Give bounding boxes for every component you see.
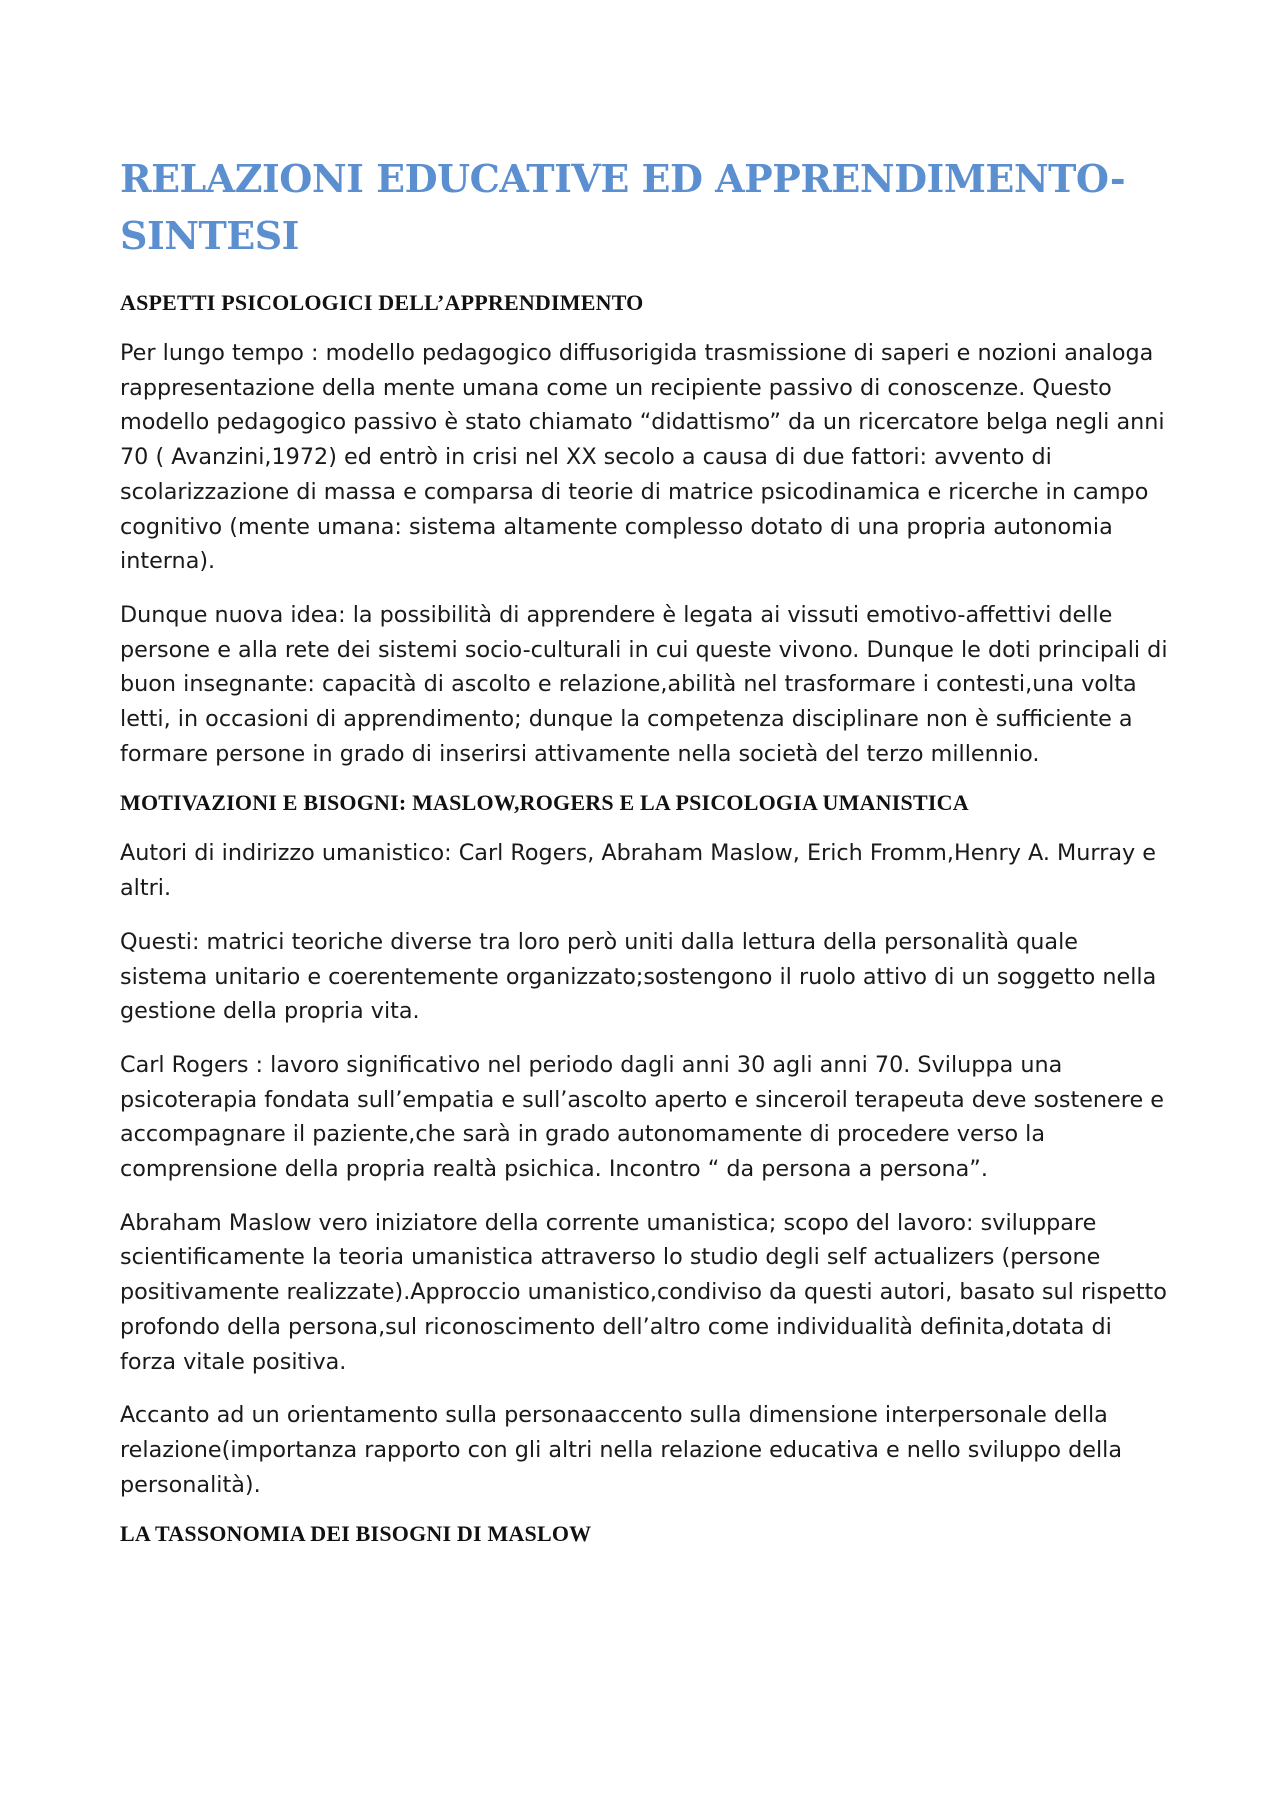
section-heading-aspetti: ASPETTI PSICOLOGICI DELL’APPRENDIMENTO [120, 290, 644, 315]
section-heading-tassonomia: LA TASSONOMIA DEI BISOGNI DI MASLOW [120, 1521, 592, 1547]
paragraph: Autori di indirizzo umanistico: Carl Rogers, Abraham Maslow, Erich Fromm,Henry A. Murray e altri. [120, 840, 1157, 902]
paragraph: Accanto ad un orientamento sulla personaaccento sulla dimensione interpersonale della relazione(importanza rapporto con gli altri nella relazione educativa e nello sviluppo della personalità). [120, 1402, 1123, 1498]
document-title: RELAZIONI EDUCATIVE ED APPRENDIMENTO-SINTESI [120, 156, 1126, 258]
document-page [120, 150, 1170, 1567]
paragraph: Questi: matrici teoriche diverse tra loro però uniti dalla lettura della personalità quale sistema unitario e coerentemente organizzato;sostengono il ruolo attivo di un soggetto nella gestione della propria vita. [120, 928, 1157, 1025]
paragraph: Carl Rogers : lavoro significativo nel periodo dagli anni 30 agli anni 70. Sviluppa una psicoterapia fondata sull’empatia e sull’ascolto aperto e sinceroil terapeuta deve sostenere e accompagnare il paziente,che sarà in grado autonomamente di procedere verso la comprensione della propria realtà psichica. Incontro “ da persona a persona”. [120, 1051, 1164, 1183]
paragraph: Dunque nuova idea: la possibilità di apprendere è legata ai vissuti emotivo-affettivi delle persone e alla rete dei sistemi socio-culturali in cui queste vivono. Dunque le doti principali di buon insegnante: capacità di ascolto e relazione,abilità nel trasformare i contesti,una volta letti, in occasioni di apprendimento; dunque la competenza disciplinare non è sufficiente a formare persone in grado di inserirsi attivamente nella società del terzo millennio. [120, 601, 1168, 767]
paragraph: Per lungo tempo : modello pedagogico diffusorigida trasmissione di saperi e nozioni analoga rappresentazione della mente umana come un recipiente passivo di conoscenze. Questo modello pedagogico passivo è stato chiamato “didattismo” da un ricercatore belga negli anni 70 ( Avanzini,1972) ed entrò in crisi nel XX secolo a causa di due fattori: avvento di scolarizzazione di massa e comparsa di teorie di matrice psicodinamica e ricerche in campo cognitivo (mente umana: sistema altamente complesso dotato di una propria autonomia interna). [120, 340, 1165, 575]
paragraph: Abraham Maslow vero iniziatore della corrente umanistica; scopo del lavoro: sviluppare scientificamente la teoria umanistica attraverso lo studio degli self actualizers (persone positivamente realizzate).Approccio umanistico,condiviso da questi autori, basato sul rispetto profondo della persona,sul riconoscimento dell’altro come individualità definita,dotata di forza vitale positiva. [120, 1209, 1167, 1375]
section-heading-motivazioni: MOTIVAZIONI E BISOGNI: MASLOW,ROGERS E LA PSICOLOGIA UMANISTICA [120, 790, 969, 816]
